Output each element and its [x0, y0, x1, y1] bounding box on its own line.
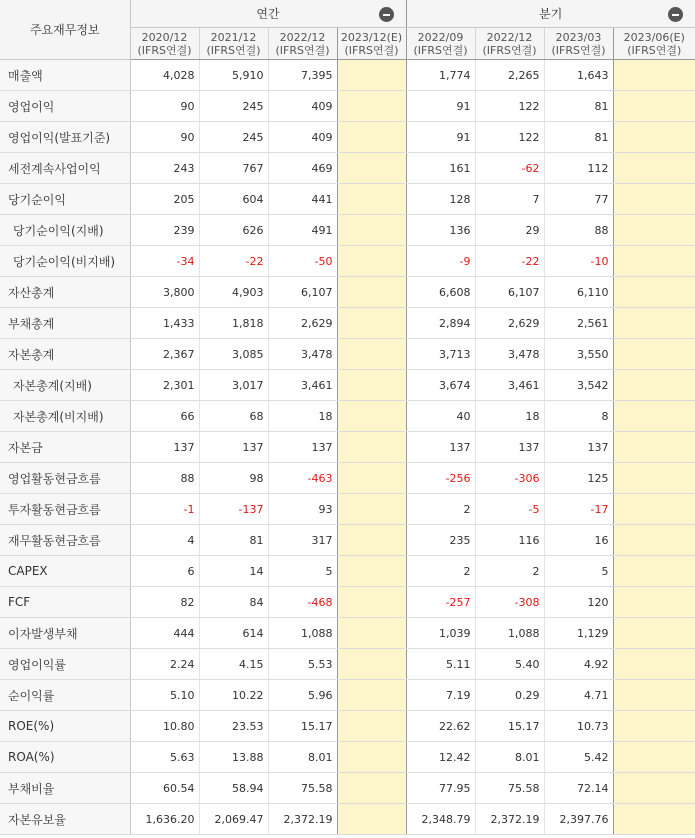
row-label: 자본총계: [0, 339, 130, 370]
annual-value-cell: [337, 556, 406, 587]
quarter-value-cell: [613, 246, 695, 277]
annual-value-cell: 604: [199, 184, 268, 215]
annual-value-cell: [337, 680, 406, 711]
quarter-value-cell: [613, 215, 695, 246]
table-row: [0, 308, 695, 339]
table-row: [0, 525, 695, 556]
annual-value-cell: -22: [199, 246, 268, 277]
period-basis: (IFRS연결): [275, 43, 330, 57]
annual-value-cell: 6: [130, 556, 199, 587]
row-label: 매출액: [0, 60, 130, 91]
quarter-value-cell: [613, 432, 695, 463]
quarter-value-cell: 5: [544, 556, 613, 587]
quarter-value-cell: 2: [406, 494, 475, 525]
financial-rows: [0, 60, 695, 835]
annual-value-cell: 5.96: [268, 680, 337, 711]
quarter-value-cell: 2,397.76: [544, 804, 613, 835]
period-header: [199, 28, 268, 60]
annual-value-cell: [337, 525, 406, 556]
annual-value-cell: 5: [268, 556, 337, 587]
row-header-label: 주요재무정보: [0, 0, 130, 60]
quarter-value-cell: 91: [406, 122, 475, 153]
quarter-value-cell: [613, 370, 695, 401]
quarter-value-cell: [613, 60, 695, 91]
annual-value-cell: [337, 649, 406, 680]
annual-value-cell: 66: [130, 401, 199, 432]
quarter-value-cell: 2,348.79: [406, 804, 475, 835]
annual-value-cell: 90: [130, 122, 199, 153]
annual-value-cell: [337, 122, 406, 153]
row-label: 자본총계(지배): [0, 370, 130, 401]
quarter-value-cell: 1,774: [406, 60, 475, 91]
table-row: [0, 711, 695, 742]
annual-value-cell: 1,636.20: [130, 804, 199, 835]
quarter-value-cell: 15.17: [475, 711, 544, 742]
quarter-value-cell: 120: [544, 587, 613, 618]
quarter-value-cell: 116: [475, 525, 544, 556]
table-row: [0, 91, 695, 122]
row-label: 당기순이익: [0, 184, 130, 215]
annual-value-cell: 4: [130, 525, 199, 556]
row-label: CAPEX: [0, 556, 130, 587]
quarter-value-cell: [613, 680, 695, 711]
quarter-value-cell: 18: [475, 401, 544, 432]
annual-value-cell: 93: [268, 494, 337, 525]
annual-value-cell: 13.88: [199, 742, 268, 773]
quarter-value-cell: 7.19: [406, 680, 475, 711]
quarter-value-cell: 0.29: [475, 680, 544, 711]
quarter-value-cell: [613, 649, 695, 680]
quarter-value-cell: -306: [475, 463, 544, 494]
quarter-value-cell: 122: [475, 122, 544, 153]
quarter-value-cell: 91: [406, 91, 475, 122]
period-basis: (IFRS연결): [344, 43, 399, 57]
quarter-value-cell: 3,478: [475, 339, 544, 370]
quarter-value-cell: 3,713: [406, 339, 475, 370]
quarter-value-cell: 16: [544, 525, 613, 556]
row-label: FCF: [0, 587, 130, 618]
quarter-value-cell: [613, 463, 695, 494]
annual-value-cell: 2,367: [130, 339, 199, 370]
quarter-value-cell: 88: [544, 215, 613, 246]
annual-value-cell: [337, 370, 406, 401]
row-label: 재무활동현금흐름: [0, 525, 130, 556]
annual-value-cell: 14: [199, 556, 268, 587]
quarter-value-cell: 2,372.19: [475, 804, 544, 835]
annual-value-cell: 23.53: [199, 711, 268, 742]
quarter-value-cell: [613, 153, 695, 184]
annual-value-cell: 3,017: [199, 370, 268, 401]
annual-value-cell: 8.01: [268, 742, 337, 773]
annual-value-cell: [337, 308, 406, 339]
annual-value-cell: -468: [268, 587, 337, 618]
annual-value-cell: [337, 184, 406, 215]
table-row: [0, 618, 695, 649]
quarter-value-cell: 77: [544, 184, 613, 215]
annual-value-cell: [337, 804, 406, 835]
table-row: [0, 246, 695, 277]
period-header: [268, 28, 337, 60]
quarter-value-cell: -17: [544, 494, 613, 525]
group-header-row: [0, 0, 695, 28]
annual-value-cell: -463: [268, 463, 337, 494]
quarter-value-cell: 137: [406, 432, 475, 463]
quarter-value-cell: 81: [544, 91, 613, 122]
annual-value-cell: [337, 432, 406, 463]
annual-value-cell: 10.80: [130, 711, 199, 742]
quarter-value-cell: 1,039: [406, 618, 475, 649]
table-row: [0, 370, 695, 401]
quarter-value-cell: [613, 308, 695, 339]
annual-value-cell: [337, 60, 406, 91]
annual-value-cell: 5.53: [268, 649, 337, 680]
annual-value-cell: 626: [199, 215, 268, 246]
annual-value-cell: [337, 773, 406, 804]
quarter-value-cell: 112: [544, 153, 613, 184]
table-row: [0, 60, 695, 91]
annual-value-cell: 1,433: [130, 308, 199, 339]
annual-value-cell: [337, 339, 406, 370]
quarter-value-cell: [613, 401, 695, 432]
annual-value-cell: [337, 215, 406, 246]
quarter-value-cell: 29: [475, 215, 544, 246]
annual-value-cell: 441: [268, 184, 337, 215]
annual-value-cell: 18: [268, 401, 337, 432]
table-row: [0, 432, 695, 463]
minus-circle-icon[interactable]: [379, 7, 394, 22]
quarter-value-cell: 3,550: [544, 339, 613, 370]
row-label: 당기순이익(비지배): [0, 246, 130, 277]
quarter-value-cell: 2: [475, 556, 544, 587]
row-label: 자산총계: [0, 277, 130, 308]
annual-value-cell: [337, 463, 406, 494]
quarter-value-cell: 6,110: [544, 277, 613, 308]
row-label: ROA(%): [0, 742, 130, 773]
quarter-value-cell: [613, 122, 695, 153]
period-header: [130, 28, 199, 60]
quarter-value-cell: 2,561: [544, 308, 613, 339]
annual-value-cell: 239: [130, 215, 199, 246]
row-label: 자본총계(비지배): [0, 401, 130, 432]
annual-value-cell: 2,069.47: [199, 804, 268, 835]
annual-value-cell: 243: [130, 153, 199, 184]
period-date: 2023/03: [555, 30, 602, 44]
quarter-value-cell: 4.92: [544, 649, 613, 680]
row-label: 이자발생부채: [0, 618, 130, 649]
period-date: 2022/09: [417, 30, 464, 44]
row-label: 세전계속사업이익: [0, 153, 130, 184]
annual-value-cell: 205: [130, 184, 199, 215]
quarter-value-cell: -5: [475, 494, 544, 525]
quarter-value-cell: 6,608: [406, 277, 475, 308]
annual-value-cell: 90: [130, 91, 199, 122]
period-header: [475, 28, 544, 60]
period-header: [544, 28, 613, 60]
annual-value-cell: 58.94: [199, 773, 268, 804]
period-basis: (IFRS연결): [482, 43, 537, 57]
quarter-value-cell: -256: [406, 463, 475, 494]
annual-value-cell: [337, 742, 406, 773]
quarter-value-cell: -257: [406, 587, 475, 618]
annual-value-cell: 5,910: [199, 60, 268, 91]
annual-value-cell: 3,461: [268, 370, 337, 401]
quarter-value-cell: 5.42: [544, 742, 613, 773]
annual-value-cell: [337, 277, 406, 308]
quarter-value-cell: 12.42: [406, 742, 475, 773]
period-header: [337, 28, 406, 60]
table-row: [0, 463, 695, 494]
annual-value-cell: 137: [130, 432, 199, 463]
period-basis: (IFRS연결): [206, 43, 261, 57]
quarter-value-cell: 10.73: [544, 711, 613, 742]
table-row: [0, 556, 695, 587]
annual-value-cell: 245: [199, 122, 268, 153]
row-label: 영업활동현금흐름: [0, 463, 130, 494]
row-label: 투자활동현금흐름: [0, 494, 130, 525]
quarter-value-cell: 77.95: [406, 773, 475, 804]
table-row: [0, 742, 695, 773]
quarter-value-cell: [613, 184, 695, 215]
annual-value-cell: 7,395: [268, 60, 337, 91]
row-label: 영업이익률: [0, 649, 130, 680]
quarter-value-cell: 1,643: [544, 60, 613, 91]
annual-value-cell: -137: [199, 494, 268, 525]
annual-value-cell: 245: [199, 91, 268, 122]
annual-value-cell: -34: [130, 246, 199, 277]
annual-value-cell: 409: [268, 122, 337, 153]
period-basis: (IFRS연결): [413, 43, 468, 57]
period-header: [406, 28, 475, 60]
table-row: [0, 680, 695, 711]
period-date: 2023/06(E): [623, 30, 685, 44]
annual-value-cell: 614: [199, 618, 268, 649]
quarter-value-cell: 2,894: [406, 308, 475, 339]
annual-value-cell: 767: [199, 153, 268, 184]
period-basis: (IFRS연결): [551, 43, 606, 57]
annual-value-cell: [337, 246, 406, 277]
quarter-value-cell: -308: [475, 587, 544, 618]
quarter-value-cell: 3,542: [544, 370, 613, 401]
table-row: [0, 122, 695, 153]
quarter-value-cell: 137: [475, 432, 544, 463]
annual-value-cell: 84: [199, 587, 268, 618]
table-row: [0, 277, 695, 308]
annual-value-cell: 98: [199, 463, 268, 494]
annual-value-cell: 82: [130, 587, 199, 618]
annual-value-cell: [337, 587, 406, 618]
annual-group-label: 연간: [256, 7, 280, 21]
quarter-value-cell: 2: [406, 556, 475, 587]
annual-value-cell: [337, 401, 406, 432]
table-row: [0, 494, 695, 525]
row-label: 영업이익(발표기준): [0, 122, 130, 153]
annual-value-cell: 317: [268, 525, 337, 556]
quarter-value-cell: 22.62: [406, 711, 475, 742]
annual-value-cell: 2,629: [268, 308, 337, 339]
period-date: 2020/12: [141, 30, 188, 44]
annual-value-cell: 4.15: [199, 649, 268, 680]
annual-value-cell: 68: [199, 401, 268, 432]
quarter-value-cell: [613, 556, 695, 587]
annual-value-cell: 75.58: [268, 773, 337, 804]
quarter-value-cell: 5.11: [406, 649, 475, 680]
annual-value-cell: [337, 711, 406, 742]
annual-value-cell: 2,372.19: [268, 804, 337, 835]
quarter-value-cell: 235: [406, 525, 475, 556]
period-basis: (IFRS연결): [627, 43, 682, 57]
table-row: [0, 649, 695, 680]
table-row: [0, 184, 695, 215]
quarter-value-cell: 4.71: [544, 680, 613, 711]
quarter-value-cell: 8: [544, 401, 613, 432]
quarter-value-cell: 125: [544, 463, 613, 494]
annual-value-cell: 15.17: [268, 711, 337, 742]
quarter-value-cell: [613, 91, 695, 122]
row-label: 영업이익: [0, 91, 130, 122]
quarter-value-cell: 122: [475, 91, 544, 122]
annual-value-cell: 137: [268, 432, 337, 463]
quarter-value-cell: [613, 804, 695, 835]
quarter-value-cell: [613, 525, 695, 556]
quarter-value-cell: [613, 277, 695, 308]
quarter-value-cell: 128: [406, 184, 475, 215]
quarter-value-cell: [613, 339, 695, 370]
annual-value-cell: 3,800: [130, 277, 199, 308]
quarter-value-cell: [613, 494, 695, 525]
annual-value-cell: [337, 153, 406, 184]
annual-value-cell: 4,903: [199, 277, 268, 308]
period-header: [613, 28, 695, 60]
period-date: 2022/12: [486, 30, 533, 44]
annual-value-cell: 88: [130, 463, 199, 494]
quarter-value-cell: 72.14: [544, 773, 613, 804]
quarter-value-cell: 136: [406, 215, 475, 246]
quarter-value-cell: 7: [475, 184, 544, 215]
table-row: [0, 153, 695, 184]
table-row: [0, 339, 695, 370]
annual-value-cell: 469: [268, 153, 337, 184]
annual-value-cell: [337, 91, 406, 122]
minus-circle-icon[interactable]: [668, 7, 683, 22]
quarter-value-cell: 137: [544, 432, 613, 463]
annual-value-cell: 5.63: [130, 742, 199, 773]
quarter-value-cell: [613, 773, 695, 804]
quarter-group-header: [406, 0, 695, 28]
quarter-value-cell: -62: [475, 153, 544, 184]
annual-value-cell: 444: [130, 618, 199, 649]
annual-value-cell: [337, 618, 406, 649]
annual-value-cell: 6,107: [268, 277, 337, 308]
quarter-value-cell: 3,461: [475, 370, 544, 401]
quarter-value-cell: -22: [475, 246, 544, 277]
row-label: 부채총계: [0, 308, 130, 339]
quarter-value-cell: 2,629: [475, 308, 544, 339]
row-label: 순이익률: [0, 680, 130, 711]
quarter-value-cell: 40: [406, 401, 475, 432]
annual-value-cell: 81: [199, 525, 268, 556]
annual-value-cell: 60.54: [130, 773, 199, 804]
period-date: 2023/12(E): [340, 30, 403, 44]
row-label: 부채비율: [0, 773, 130, 804]
period-basis: (IFRS연결): [137, 43, 192, 57]
quarter-value-cell: 5.40: [475, 649, 544, 680]
quarter-value-cell: 3,674: [406, 370, 475, 401]
annual-value-cell: 491: [268, 215, 337, 246]
quarter-value-cell: 8.01: [475, 742, 544, 773]
quarter-value-cell: 1,129: [544, 618, 613, 649]
quarter-value-cell: 2,265: [475, 60, 544, 91]
annual-value-cell: 3,478: [268, 339, 337, 370]
table-row: [0, 587, 695, 618]
annual-value-cell: 137: [199, 432, 268, 463]
table-row: [0, 804, 695, 835]
quarter-value-cell: 1,088: [475, 618, 544, 649]
row-label: 자본유보율: [0, 804, 130, 835]
quarter-group-label: 분기: [539, 7, 563, 21]
period-date: 2022/12: [279, 30, 326, 44]
quarter-value-cell: 6,107: [475, 277, 544, 308]
annual-value-cell: [337, 494, 406, 525]
annual-value-cell: -1: [130, 494, 199, 525]
annual-value-cell: 5.10: [130, 680, 199, 711]
annual-value-cell: 2.24: [130, 649, 199, 680]
quarter-value-cell: [613, 742, 695, 773]
quarter-value-cell: 161: [406, 153, 475, 184]
annual-value-cell: 10.22: [199, 680, 268, 711]
quarter-value-cell: [613, 711, 695, 742]
quarter-value-cell: -10: [544, 246, 613, 277]
table-row: [0, 215, 695, 246]
annual-value-cell: 3,085: [199, 339, 268, 370]
annual-value-cell: 1,818: [199, 308, 268, 339]
annual-value-cell: 4,028: [130, 60, 199, 91]
period-date: 2021/12: [210, 30, 257, 44]
annual-value-cell: -50: [268, 246, 337, 277]
quarter-value-cell: -9: [406, 246, 475, 277]
quarter-value-cell: 75.58: [475, 773, 544, 804]
annual-value-cell: 2,301: [130, 370, 199, 401]
table-row: [0, 401, 695, 432]
annual-value-cell: 409: [268, 91, 337, 122]
row-label: 당기순이익(지배): [0, 215, 130, 246]
row-label: ROE(%): [0, 711, 130, 742]
annual-group-header: [130, 0, 406, 28]
row-label: 자본금: [0, 432, 130, 463]
quarter-value-cell: [613, 587, 695, 618]
quarter-value-cell: [613, 618, 695, 649]
quarter-value-cell: 81: [544, 122, 613, 153]
table-row: [0, 773, 695, 804]
annual-value-cell: 1,088: [268, 618, 337, 649]
